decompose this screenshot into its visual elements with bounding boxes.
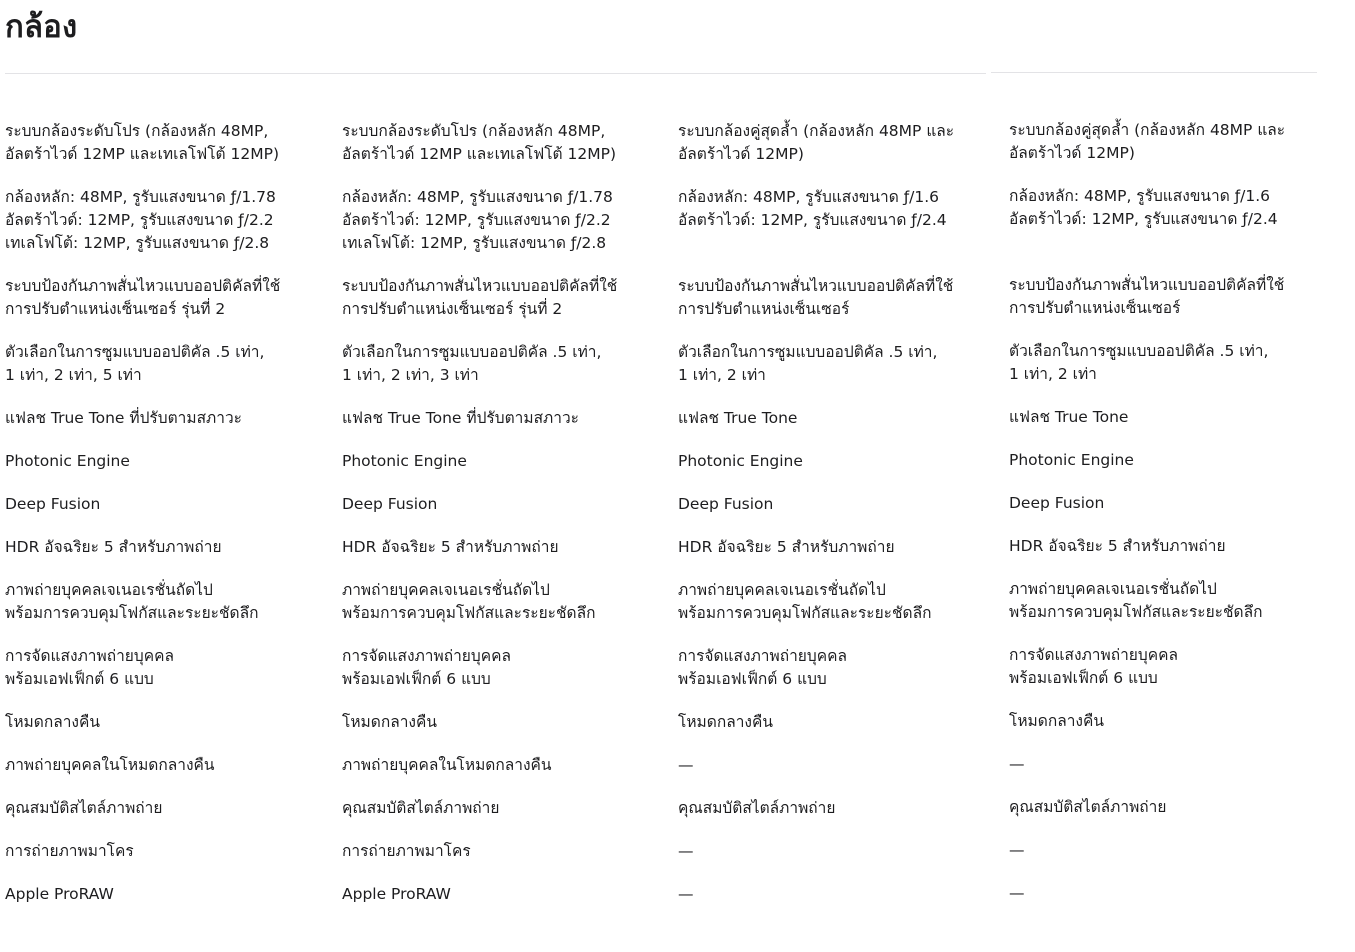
spec-portrait-lighting: การจัดแสงภาพถ่ายบุคคล พร้อมเอฟเฟ็กต์ 6 แบบ xyxy=(5,647,174,688)
spec-lens-details: กล้องหลัก: 48MP, รูรับแสงขนาด ƒ/1.6 อัลตร้าไวด์: 12MP, รูรับแสงขนาด ƒ/2.4 xyxy=(678,188,947,229)
spec-portrait-lighting: การจัดแสงภาพถ่ายบุคคล พร้อมเอฟเฟ็กต์ 6 แบบ xyxy=(342,647,511,688)
spec-photographic-styles: คุณสมบัติสไตล์ภาพถ่าย xyxy=(342,799,500,817)
section-divider xyxy=(5,73,986,74)
spec-photonic-engine: Photonic Engine xyxy=(678,452,803,470)
page-title: กล้อง xyxy=(5,9,78,45)
spec-stabilization: ระบบป้องกันภาพสั่นไหวแบบออปติคัลที่ใช้ การปรับตำแหน่งเซ็นเซอร์ รุ่นที่ 2 xyxy=(342,277,618,318)
spec-stabilization: ระบบป้องกันภาพสั่นไหวแบบออปติคัลที่ใช้ การปรับตำแหน่งเซ็นเซอร์ xyxy=(678,277,954,318)
spec-portraits: ภาพถ่ายบุคคลเจเนอเรชั่นถัดไป พร้อมการควบคุมโฟกัสและระยะชัดลึก xyxy=(1009,580,1263,621)
spec-proraw: Apple ProRAW xyxy=(342,885,451,903)
spec-macro: การถ่ายภาพมาโคร xyxy=(5,842,134,860)
spec-camera-system: ระบบกล้องคู่สุดล้ำ (กล้องหลัก 48MP และ อัลตร้าไวด์ 12MP) xyxy=(678,122,955,163)
spec-portraits: ภาพถ่ายบุคคลเจเนอเรชั่นถัดไป พร้อมการควบคุมโฟกัสและระยะชัดลึก xyxy=(678,581,932,622)
section-divider-right xyxy=(991,72,1317,73)
spec-optical-zoom: ตัวเลือกในการซูมแบบออปติคัล .5 เท่า, 1 เท่า, 2 เท่า, 5 เท่า xyxy=(5,343,265,384)
spec-stabilization: ระบบป้องกันภาพสั่นไหวแบบออปติคัลที่ใช้ การปรับตำแหน่งเซ็นเซอร์ รุ่นที่ 2 xyxy=(5,277,281,318)
spec-photonic-engine: Photonic Engine xyxy=(1009,451,1134,469)
spec-portrait-lighting: การจัดแสงภาพถ่ายบุคคล พร้อมเอฟเฟ็กต์ 6 แบบ xyxy=(678,647,847,688)
spec-photographic-styles: คุณสมบัติสไตล์ภาพถ่าย xyxy=(1009,798,1167,816)
spec-lens-details: กล้องหลัก: 48MP, รูรับแสงขนาด ƒ/1.78 อัลตร้าไวด์: 12MP, รูรับแสงขนาด ƒ/2.2 เทเลโฟโต้: 12MP, รูรับแสงขนาด ƒ/2.8 xyxy=(342,188,613,252)
spec-deep-fusion: Deep Fusion xyxy=(342,495,438,513)
spec-photonic-engine: Photonic Engine xyxy=(5,452,130,470)
spec-portraits: ภาพถ่ายบุคคลเจเนอเรชั่นถัดไป พร้อมการควบคุมโฟกัสและระยะชัดลึก xyxy=(342,581,596,622)
spec-stabilization: ระบบป้องกันภาพสั่นไหวแบบออปติคัลที่ใช้ การปรับตำแหน่งเซ็นเซอร์ xyxy=(1009,276,1285,317)
spec-macro: การถ่ายภาพมาโคร xyxy=(342,842,471,860)
spec-night-mode: โหมดกลางคืน xyxy=(5,713,100,731)
spec-night-mode: โหมดกลางคืน xyxy=(678,713,773,731)
spec-flash: แฟลช True Tone ที่ปรับตามสภาวะ xyxy=(5,409,242,427)
spec-proraw-unavailable: — xyxy=(678,885,694,903)
spec-flash: แฟลช True Tone xyxy=(678,409,798,427)
spec-proraw: Apple ProRAW xyxy=(5,885,114,903)
spec-optical-zoom: ตัวเลือกในการซูมแบบออปติคัล .5 เท่า, 1 เท่า, 2 เท่า xyxy=(1009,342,1269,383)
spec-macro-unavailable: — xyxy=(678,842,694,860)
spec-lens-details: กล้องหลัก: 48MP, รูรับแสงขนาด ƒ/1.6 อัลตร้าไวด์: 12MP, รูรับแสงขนาด ƒ/2.4 xyxy=(1009,187,1278,228)
spec-smart-hdr: HDR อัจฉริยะ 5 สำหรับภาพถ่าย xyxy=(1009,537,1226,555)
spec-night-portraits: ภาพถ่ายบุคคลในโหมดกลางคืน xyxy=(5,756,215,774)
spec-night-portraits-unavailable: — xyxy=(678,756,694,774)
spec-portraits: ภาพถ่ายบุคคลเจเนอเรชั่นถัดไป พร้อมการควบคุมโฟกัสและระยะชัดลึก xyxy=(5,581,259,622)
spec-deep-fusion: Deep Fusion xyxy=(5,495,101,513)
spec-photonic-engine: Photonic Engine xyxy=(342,452,467,470)
spec-photographic-styles: คุณสมบัติสไตล์ภาพถ่าย xyxy=(5,799,163,817)
spec-lens-details: กล้องหลัก: 48MP, รูรับแสงขนาด ƒ/1.78 อัลตร้าไวด์: 12MP, รูรับแสงขนาด ƒ/2.2 เทเลโฟโต้: 12MP, รูรับแสงขนาด ƒ/2.8 xyxy=(5,188,276,252)
spec-smart-hdr: HDR อัจฉริยะ 5 สำหรับภาพถ่าย xyxy=(342,538,559,556)
spec-deep-fusion: Deep Fusion xyxy=(1009,494,1105,512)
spec-proraw-unavailable: — xyxy=(1009,884,1025,902)
spec-camera-system: ระบบกล้องระดับโปร (กล้องหลัก 48MP, อัลตร้าไวด์ 12MP และเทเลโฟโต้ 12MP) xyxy=(5,122,279,163)
spec-deep-fusion: Deep Fusion xyxy=(678,495,774,513)
spec-optical-zoom: ตัวเลือกในการซูมแบบออปติคัล .5 เท่า, 1 เท่า, 2 เท่า xyxy=(678,343,938,384)
spec-night-mode: โหมดกลางคืน xyxy=(1009,712,1104,730)
spec-night-portraits: ภาพถ่ายบุคคลในโหมดกลางคืน xyxy=(342,756,552,774)
spec-macro-unavailable: — xyxy=(1009,841,1025,859)
spec-flash: แฟลช True Tone xyxy=(1009,408,1129,426)
spec-portrait-lighting: การจัดแสงภาพถ่ายบุคคล พร้อมเอฟเฟ็กต์ 6 แบบ xyxy=(1009,646,1178,687)
spec-night-portraits-unavailable: — xyxy=(1009,755,1025,773)
spec-camera-system: ระบบกล้องระดับโปร (กล้องหลัก 48MP, อัลตร้าไวด์ 12MP และเทเลโฟโต้ 12MP) xyxy=(342,122,616,163)
spec-photographic-styles: คุณสมบัติสไตล์ภาพถ่าย xyxy=(678,799,836,817)
spec-smart-hdr: HDR อัจฉริยะ 5 สำหรับภาพถ่าย xyxy=(5,538,222,556)
spec-camera-system: ระบบกล้องคู่สุดล้ำ (กล้องหลัก 48MP และ อัลตร้าไวด์ 12MP) xyxy=(1009,121,1286,162)
spec-smart-hdr: HDR อัจฉริยะ 5 สำหรับภาพถ่าย xyxy=(678,538,895,556)
spec-flash: แฟลช True Tone ที่ปรับตามสภาวะ xyxy=(342,409,579,427)
spec-night-mode: โหมดกลางคืน xyxy=(342,713,437,731)
spec-optical-zoom: ตัวเลือกในการซูมแบบออปติคัล .5 เท่า, 1 เท่า, 2 เท่า, 3 เท่า xyxy=(342,343,602,384)
